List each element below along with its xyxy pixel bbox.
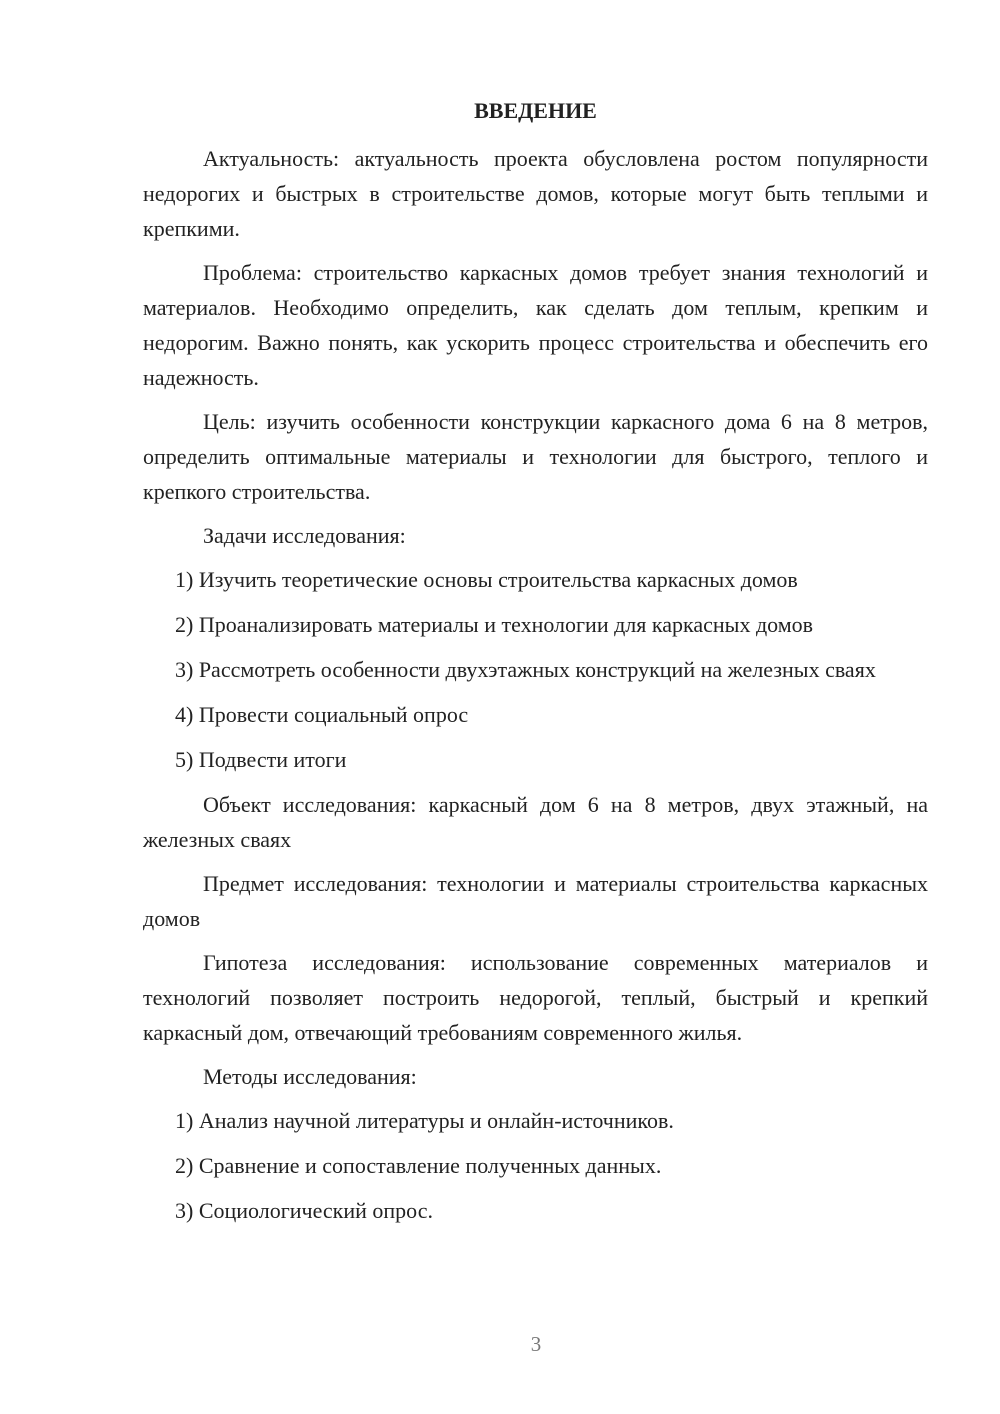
task-item-1: 1) Изучить теоретические основы строительства каркасных домов bbox=[175, 567, 798, 592]
method-item-2: 2) Сравнение и сопоставление полученных данных. bbox=[175, 1153, 662, 1178]
methods-heading: Методы исследования: bbox=[203, 1064, 417, 1089]
task-item-4: 4) Провести социальный опрос bbox=[175, 702, 469, 727]
document-page bbox=[143, 95, 928, 1238]
task-item-2: 2) Проанализировать материалы и технологии для каркасных домов bbox=[175, 612, 814, 637]
hypothesis-paragraph: Гипотеза исследования: использование современных материалов и технологий позволяет построить недорогой, теплый, быстрый и крепкий каркасный дом, отвечающий требованиям современного жилья. bbox=[143, 950, 928, 1045]
page-title: ВВЕДЕНИЕ bbox=[474, 98, 597, 123]
tasks-heading: Задачи исследования: bbox=[203, 523, 406, 548]
object-paragraph: Объект исследования: каркасный дом 6 на 8 метров, двух этажный, на железных сваях bbox=[143, 792, 928, 852]
problem-paragraph: Проблема: строительство каркасных домов требует знания технологий и материалов. Необходимо определить, как сделать дом теплым, крепким и недорогим. Важно понять, как ускорить процесс строительства и обеспечить его надежность. bbox=[143, 260, 928, 390]
relevance-paragraph: Актуальность: актуальность проекта обусловлена ростом популярности недорогих и быстрых в строительстве домов, которые могут быть теплыми и крепкими. bbox=[143, 146, 928, 241]
task-item-5: 5) Подвести итоги bbox=[175, 747, 347, 772]
subject-paragraph: Предмет исследования: технологии и материалы строительства каркасных домов bbox=[143, 871, 928, 931]
page-number: 3 bbox=[530, 1332, 542, 1356]
task-item-3: 3) Рассмотреть особенности двухэтажных конструкций на железных сваях bbox=[175, 657, 876, 682]
method-item-1: 1) Анализ научной литературы и онлайн-источников. bbox=[175, 1108, 674, 1133]
goal-paragraph: Цель: изучить особенности конструкции каркасного дома 6 на 8 метров, определить оптимальные материалы и технологии для быстрого, теплого и крепкого строительства. bbox=[143, 409, 928, 504]
method-item-3: 3) Социологический опрос. bbox=[175, 1198, 433, 1223]
